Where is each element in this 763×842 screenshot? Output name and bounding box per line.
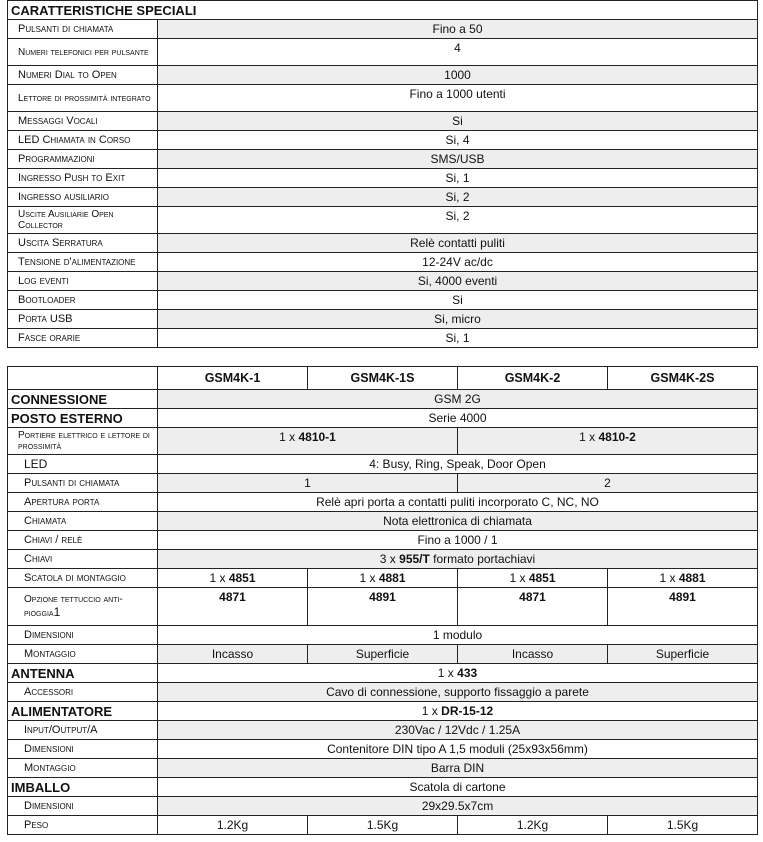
table-row bbox=[8, 310, 758, 329]
row-label: Numeri telefonici per pulsante bbox=[8, 39, 158, 66]
montaggio-value: Incasso bbox=[158, 645, 308, 664]
row-label: Lettore di prossimità integrato bbox=[8, 85, 158, 112]
row-value: Si, 1 bbox=[158, 169, 758, 188]
table-row bbox=[8, 683, 758, 702]
section-imballo: IMBALLO bbox=[8, 778, 158, 797]
table-row bbox=[8, 550, 758, 569]
section-antenna: ANTENNA bbox=[8, 664, 158, 683]
peso-value: 1.2Kg bbox=[158, 816, 308, 835]
row-value: Si, 2 bbox=[158, 207, 758, 234]
row-label: Apertura porta bbox=[8, 493, 158, 512]
section-connessione: CONNESSIONE bbox=[8, 390, 158, 409]
row-value: 3 x 955/T formato portachiavi bbox=[158, 550, 758, 569]
table-row bbox=[8, 664, 758, 683]
table-row bbox=[8, 188, 758, 207]
montaggio-value: Superficie bbox=[608, 645, 758, 664]
row-label: Porta USB bbox=[8, 310, 158, 329]
row-label: Programmazioni bbox=[8, 150, 158, 169]
model-header: GSM4K-2S bbox=[608, 367, 758, 390]
row-label: Peso bbox=[8, 816, 158, 835]
table-row bbox=[8, 512, 758, 531]
table-row bbox=[8, 253, 758, 272]
opzione-value: 4891 bbox=[608, 588, 758, 626]
table-row bbox=[8, 169, 758, 188]
antenna-value: 1 x 433 bbox=[158, 664, 758, 683]
imballo-value: Scatola di cartone bbox=[158, 778, 758, 797]
portiere-left: 1 x 4810-1 bbox=[158, 428, 458, 455]
row-value: Fino a 50 bbox=[158, 20, 758, 39]
row-label: Opzione tettuccio anti-pioggia1 bbox=[8, 588, 158, 626]
table-row bbox=[8, 797, 758, 816]
row-label: Chiavi bbox=[8, 550, 158, 569]
table-row bbox=[8, 234, 758, 253]
table-row bbox=[8, 588, 758, 626]
row-label: Numeri Dial to Open bbox=[8, 66, 158, 85]
row-value: 12-24V ac/dc bbox=[158, 253, 758, 272]
connessione-value: GSM 2G bbox=[158, 390, 758, 409]
row-value: 2 bbox=[458, 474, 758, 493]
row-label: Messaggi Vocali bbox=[8, 112, 158, 131]
row-value: Barra DIN bbox=[158, 759, 758, 778]
model-header: GSM4K-1S bbox=[308, 367, 458, 390]
row-label: LED Chiamata in Corso bbox=[8, 131, 158, 150]
row-value: 230Vac / 12Vdc / 1.25A bbox=[158, 721, 758, 740]
row-label: Portiere elettrico e lettore di prossimità bbox=[8, 428, 158, 455]
row-label: Uscita Serratura bbox=[8, 234, 158, 253]
table-row bbox=[8, 85, 758, 112]
table-row bbox=[8, 66, 758, 85]
posto-esterno-value: Serie 4000 bbox=[158, 409, 758, 428]
row-value: Cavo di connessione, supporto fissaggio a parete bbox=[158, 683, 758, 702]
table-row bbox=[8, 702, 758, 721]
row-label: Chiamata bbox=[8, 512, 158, 531]
special-features-title: CARATTERISTICHE SPECIALI bbox=[8, 1, 758, 20]
row-label: Chiavi / relè bbox=[8, 531, 158, 550]
alimentatore-value: 1 x DR-15-12 bbox=[158, 702, 758, 721]
table-row bbox=[8, 428, 758, 455]
row-value: Fino a 1000 utenti bbox=[158, 85, 758, 112]
row-value: Si, 1 bbox=[158, 329, 758, 348]
row-value: Si, 2 bbox=[158, 188, 758, 207]
row-label: Accessori bbox=[8, 683, 158, 702]
row-label: Pulsanti di chiamata bbox=[8, 474, 158, 493]
row-label: LED bbox=[8, 455, 158, 474]
row-value: Si, 4000 eventi bbox=[158, 272, 758, 291]
row-value: Si, 4 bbox=[158, 131, 758, 150]
row-value: 4 bbox=[158, 39, 758, 66]
table-row bbox=[8, 569, 758, 588]
row-label: Ingresso ausiliario bbox=[8, 188, 158, 207]
row-label: Fasce orarie bbox=[8, 329, 158, 348]
model-header: GSM4K-1 bbox=[158, 367, 308, 390]
scatola-value: 1 x 4881 bbox=[608, 569, 758, 588]
model-header: GSM4K-2 bbox=[458, 367, 608, 390]
table-row bbox=[8, 626, 758, 645]
table-row bbox=[8, 390, 758, 409]
opzione-value: 4871 bbox=[458, 588, 608, 626]
section-posto-esterno: POSTO ESTERNO bbox=[8, 409, 158, 428]
row-value: Nota elettronica di chiamata bbox=[158, 512, 758, 531]
table-row bbox=[8, 272, 758, 291]
table-row bbox=[8, 474, 758, 493]
peso-value: 1.2Kg bbox=[458, 816, 608, 835]
row-value: SMS/USB bbox=[158, 150, 758, 169]
table-row bbox=[8, 291, 758, 310]
montaggio-value: Incasso bbox=[458, 645, 608, 664]
row-value: 1000 bbox=[158, 66, 758, 85]
row-value: Relè apri porta a contatti puliti incorporato C, NC, NO bbox=[158, 493, 758, 512]
table-row bbox=[8, 409, 758, 428]
table-row bbox=[8, 645, 758, 664]
table-row bbox=[8, 329, 758, 348]
row-value: Si, micro bbox=[158, 310, 758, 329]
row-label: Ingresso Push to Exit bbox=[8, 169, 158, 188]
opzione-value: 4871 bbox=[158, 588, 308, 626]
row-value: 29x29.5x7cm bbox=[158, 797, 758, 816]
scatola-value: 1 x 4851 bbox=[158, 569, 308, 588]
table-row bbox=[8, 131, 758, 150]
table-row bbox=[8, 150, 758, 169]
row-label: Log eventi bbox=[8, 272, 158, 291]
scatola-value: 1 x 4881 bbox=[308, 569, 458, 588]
portiere-right: 1 x 4810-2 bbox=[458, 428, 758, 455]
row-label: Dimensioni bbox=[8, 797, 158, 816]
peso-value: 1.5Kg bbox=[608, 816, 758, 835]
montaggio-value: Superficie bbox=[308, 645, 458, 664]
row-value: Si bbox=[158, 291, 758, 310]
table-row bbox=[8, 20, 758, 39]
scatola-value: 1 x 4851 bbox=[458, 569, 608, 588]
row-value: 1 modulo bbox=[158, 626, 758, 645]
row-label: Dimensioni bbox=[8, 740, 158, 759]
table-row bbox=[8, 778, 758, 797]
row-label: Montaggio bbox=[8, 645, 158, 664]
row-label: Input/Output/A bbox=[8, 721, 158, 740]
row-value: Si bbox=[158, 112, 758, 131]
row-label: Dimensioni bbox=[8, 626, 158, 645]
models-header-row bbox=[8, 367, 758, 390]
table-row bbox=[8, 207, 758, 234]
row-label: Pulsanti di chiamata bbox=[8, 20, 158, 39]
special-features-table bbox=[7, 0, 758, 348]
table-row bbox=[8, 493, 758, 512]
row-value: 4: Busy, Ring, Speak, Door Open bbox=[158, 455, 758, 474]
row-value: Fino a 1000 / 1 bbox=[158, 531, 758, 550]
section-alimentatore: ALIMENTATORE bbox=[8, 702, 158, 721]
table-row bbox=[8, 455, 758, 474]
models-table bbox=[7, 366, 758, 835]
table-row bbox=[8, 759, 758, 778]
row-label: Montaggio bbox=[8, 759, 158, 778]
table-row bbox=[8, 112, 758, 131]
row-label: Uscite Ausiliarie Open Collector bbox=[8, 207, 158, 234]
row-value: 1 bbox=[158, 474, 458, 493]
row-value: Relè contatti puliti bbox=[158, 234, 758, 253]
row-label: Scatola di montaggio bbox=[8, 569, 158, 588]
table-row bbox=[8, 531, 758, 550]
table-row bbox=[8, 816, 758, 835]
row-label: Tensione d'alimentazione bbox=[8, 253, 158, 272]
peso-value: 1.5Kg bbox=[308, 816, 458, 835]
table-row bbox=[8, 39, 758, 66]
table-row bbox=[8, 740, 758, 759]
row-value: Contenitore DIN tipo A 1,5 moduli (25x93x56mm) bbox=[158, 740, 758, 759]
opzione-value: 4891 bbox=[308, 588, 458, 626]
row-label: Bootloader bbox=[8, 291, 158, 310]
table-row bbox=[8, 721, 758, 740]
